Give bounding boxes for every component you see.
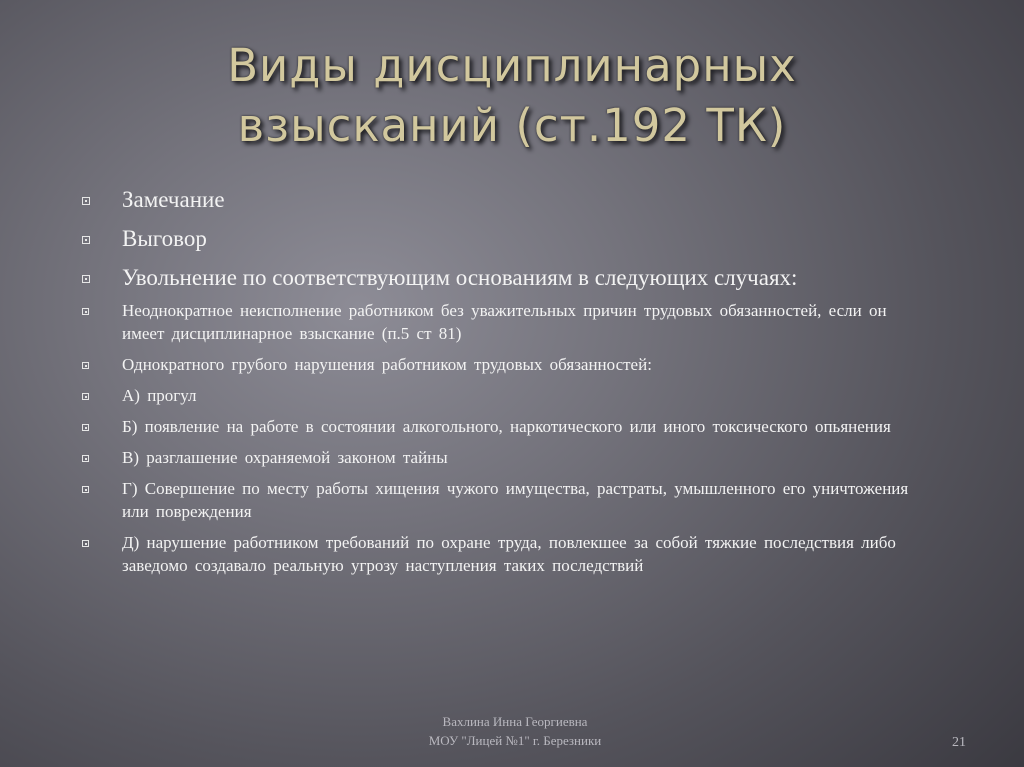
square-bullet-icon [82, 275, 90, 283]
list-item [78, 184, 928, 215]
sub-list-item-text: Д) нарушение работником требований по охране труда, повлекшее за собой тяжкие последствия либо заведомо создавало реальную угрозу наступления таких последствий [122, 533, 896, 575]
sub-list-item-text: Г) Совершение по месту работы хищения чужого имущества, растраты, умышленного его уничтожения или повреждения [122, 479, 909, 521]
list-item-text: Увольнение по соответствующим основаниям в следующих случаях: [122, 265, 798, 290]
sub-list-item [78, 384, 928, 407]
sub-list-item [78, 415, 928, 438]
sub-list-item [78, 531, 928, 577]
bullet-list [78, 184, 928, 585]
sub-list-item-text: Однократного грубого нарушения работником трудовых обязанностей: [122, 355, 652, 374]
sub-list-item-text: Б) появление на работе в состоянии алкогольного, наркотического или иного токсического опьянения [122, 417, 891, 436]
page-number: 21 [952, 735, 966, 750]
square-bullet-icon [82, 393, 89, 400]
sub-list-item [78, 446, 928, 469]
square-bullet-icon [82, 308, 89, 315]
footer-organization: МОУ "Лицей №1" г. Березники [428, 733, 602, 748]
slide-footer [380, 712, 650, 750]
sub-list-item-text: В) разглашение охраняемой законом тайны [122, 448, 448, 467]
list-item-text: Замечание [122, 187, 225, 212]
footer-author: Вахлина Инна Георгиевна [442, 714, 588, 729]
square-bullet-icon [82, 424, 89, 431]
sub-list-item [78, 299, 928, 345]
list-item [78, 262, 928, 293]
square-bullet-icon [82, 236, 90, 244]
slide-title-line-1: Виды дисциплинарных [227, 39, 797, 92]
square-bullet-icon [82, 362, 89, 369]
list-item [78, 223, 928, 254]
square-bullet-icon [82, 455, 89, 462]
sub-list-item [78, 477, 928, 523]
square-bullet-icon [82, 540, 89, 547]
square-bullet-icon [82, 486, 89, 493]
list-item-text: Выговор [122, 226, 207, 251]
slide-title-line-2: взысканий (ст.192 ТК) [237, 99, 787, 152]
sub-list-item-text: Неоднократное неисполнение работником без уважительных причин трудовых обязанностей, если он имеет дисциплинарное взыскание (п.5 ст 81) [122, 301, 887, 343]
square-bullet-icon [82, 197, 90, 205]
slide-title [150, 36, 874, 156]
sub-list-item-text: А) прогул [122, 386, 197, 405]
sub-list-item [78, 353, 928, 376]
